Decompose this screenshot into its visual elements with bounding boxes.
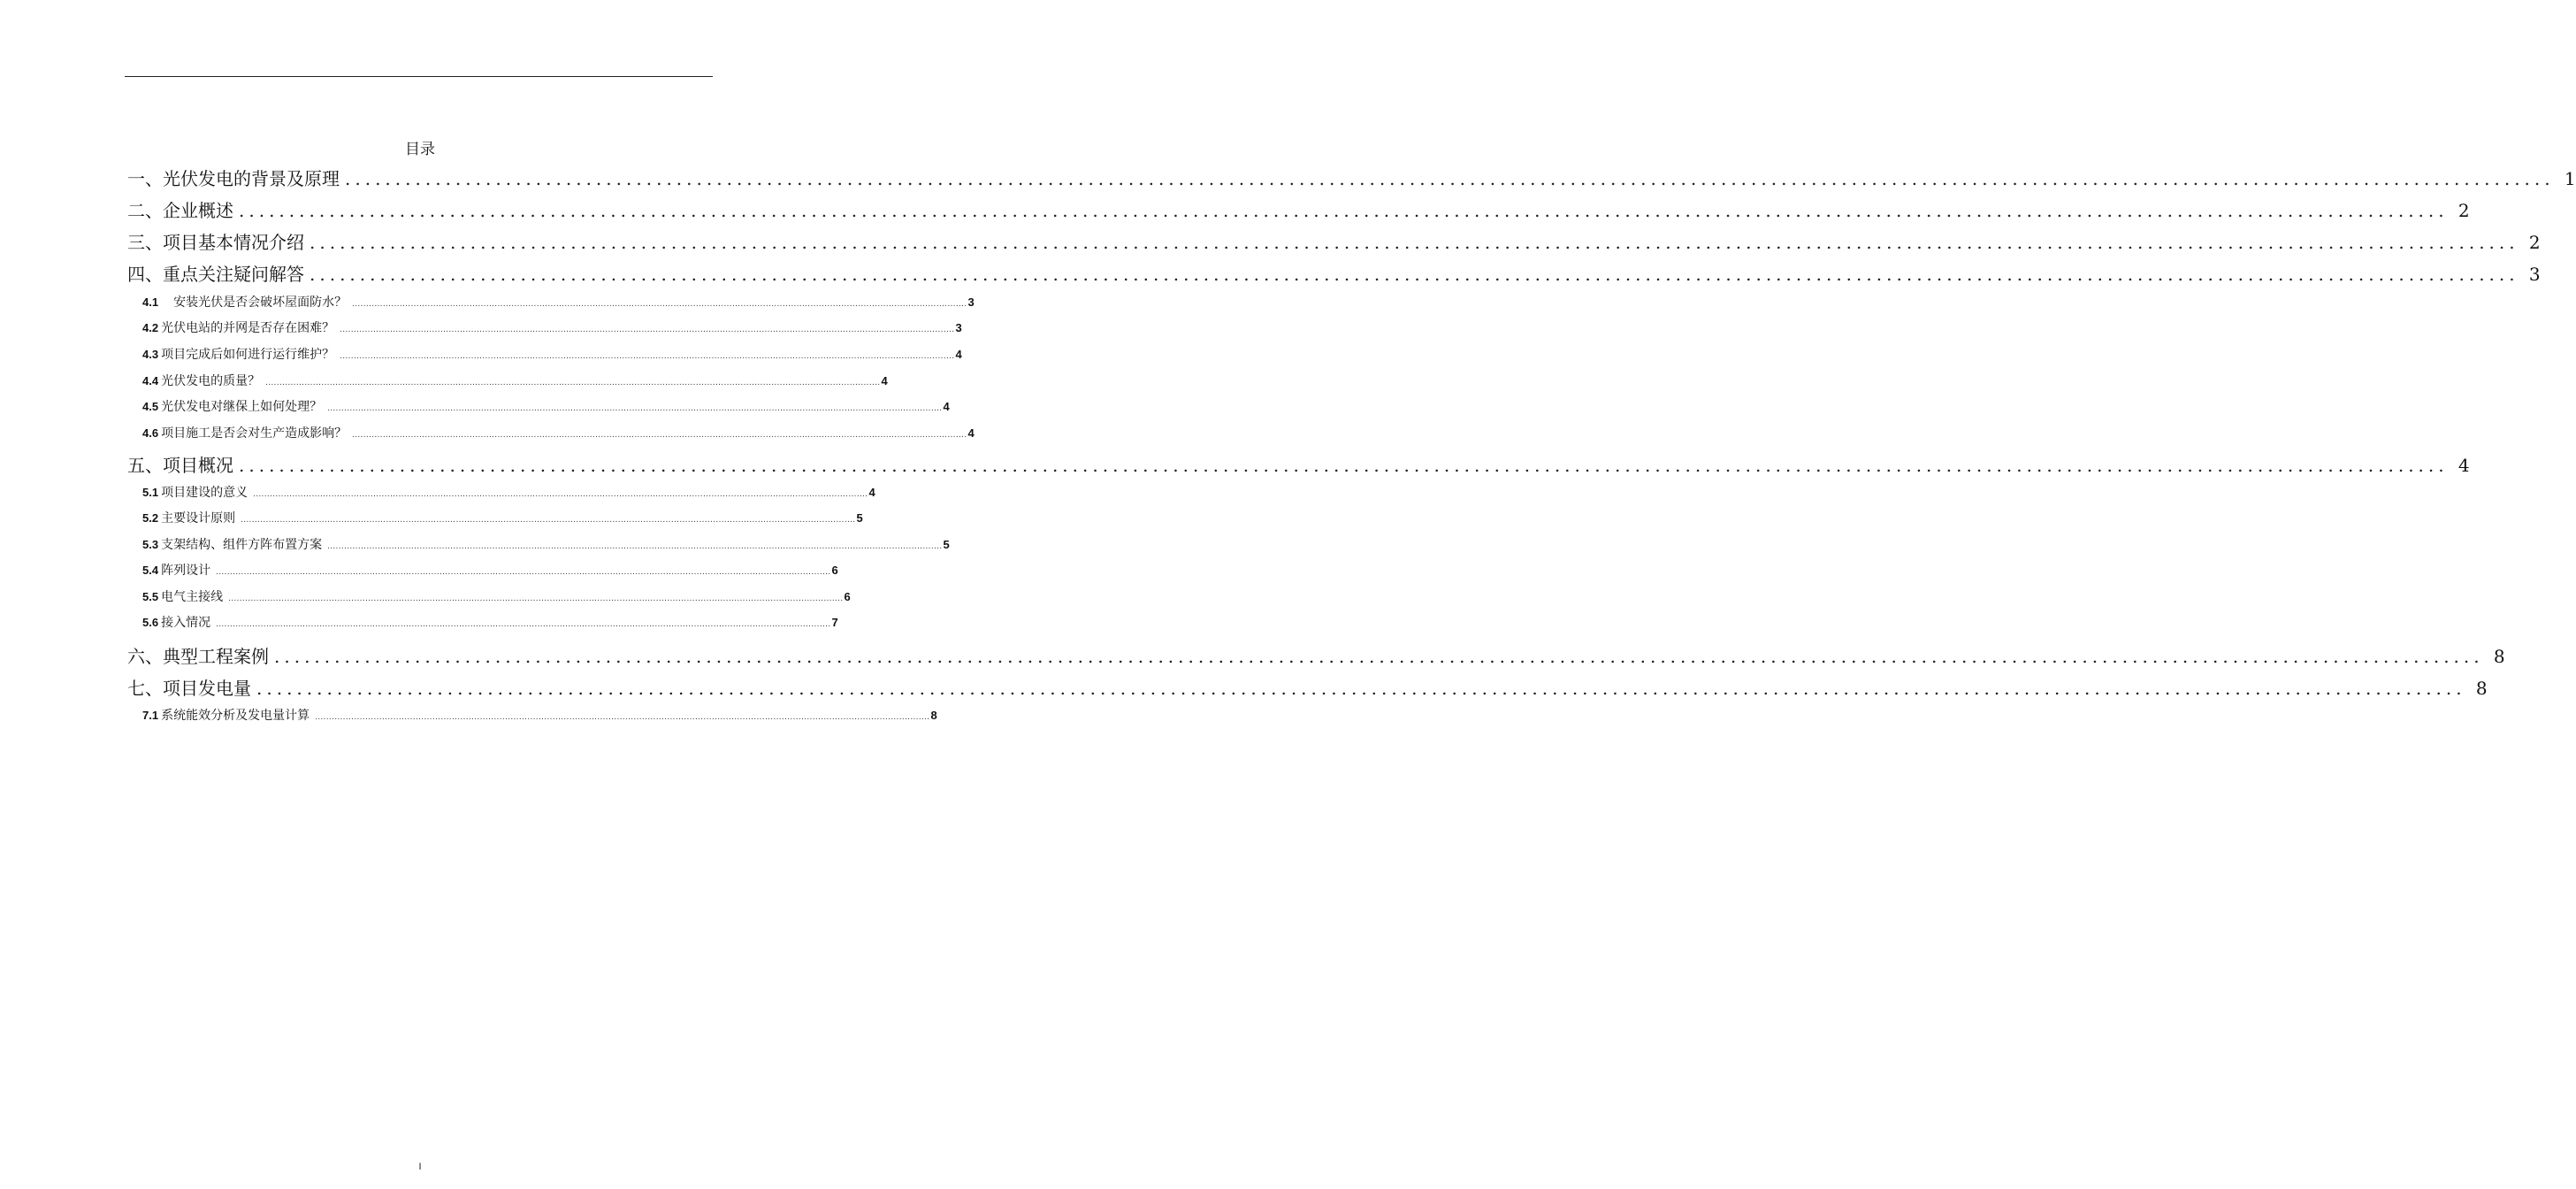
toc-entry-label: 二、企业概述 bbox=[127, 200, 233, 221]
toc-entry-chapter[interactable] bbox=[127, 260, 2541, 287]
toc-entry-section[interactable] bbox=[142, 509, 863, 528]
toc-entry-section[interactable] bbox=[142, 397, 950, 417]
toc-entry-title bbox=[142, 293, 347, 311]
toc-entry-label: 项目施工是否会对生产造成影响？ bbox=[161, 426, 348, 441]
toc-entry-section[interactable] bbox=[142, 613, 838, 633]
toc-entry-chapter[interactable] bbox=[127, 165, 2576, 191]
toc-entry-label: 六、典型工程案例 bbox=[127, 646, 269, 667]
toc-entry-title bbox=[127, 642, 269, 668]
dot-leader: ............................................................................................................................................................................................................................ bbox=[340, 326, 955, 334]
toc-entry-title bbox=[142, 509, 235, 526]
toc-page-number: 4 bbox=[2458, 455, 2470, 476]
toc-page-number: 4 bbox=[881, 374, 888, 387]
toc-entry-title bbox=[142, 483, 248, 501]
dot-leader: ............................................................................................................................................................................................................................ bbox=[310, 232, 2519, 253]
toc-page-number: 3 bbox=[955, 321, 962, 334]
toc-entry-title bbox=[142, 706, 310, 724]
toc-page-number: 3 bbox=[2528, 264, 2541, 285]
toc-entry-label: 电气主接线 bbox=[161, 590, 224, 604]
toc-entry-label: 安装光伏是否会破坏屋面防水？ bbox=[173, 295, 348, 310]
dot-leader: ............................................................................................................................................................................................................................ bbox=[239, 200, 2449, 221]
toc-section-number: 4.5 bbox=[142, 400, 159, 413]
dot-leader: ............................................................................................................................................................................................................................ bbox=[327, 404, 943, 413]
toc-entry-section[interactable] bbox=[142, 424, 975, 443]
toc-section-number: 5.4 bbox=[142, 564, 159, 577]
toc-entry-chapter[interactable] bbox=[127, 674, 2488, 701]
toc-entry-title bbox=[142, 318, 334, 336]
toc-entry-title bbox=[142, 345, 334, 363]
toc-page-number: 8 bbox=[2475, 678, 2488, 699]
dot-leader: ............................................................................................................................................................................................................................ bbox=[253, 490, 868, 499]
toc-entry-title bbox=[142, 613, 210, 631]
toc-entry-title bbox=[127, 674, 251, 700]
toc-entry-label: 主要设计原则 bbox=[161, 511, 236, 525]
toc-section-number: 7.1 bbox=[142, 709, 159, 722]
toc-entry-title bbox=[127, 228, 304, 254]
toc-section-number: 4.1 bbox=[142, 295, 159, 309]
toc-entry-label: 阵列设计 bbox=[161, 564, 211, 578]
toc-entry-section[interactable] bbox=[142, 372, 888, 391]
toc-page-number: 4 bbox=[868, 486, 875, 499]
toc-entry-section[interactable] bbox=[142, 293, 975, 312]
toc-entry-section[interactable] bbox=[142, 318, 962, 338]
dot-leader: ............................................................................................................................................................................................................................ bbox=[352, 431, 967, 440]
toc-entry-section[interactable] bbox=[142, 483, 875, 502]
toc-section-number: 5.6 bbox=[142, 616, 159, 629]
toc-section-number: 4.2 bbox=[142, 321, 159, 334]
toc-entry-section[interactable] bbox=[142, 535, 950, 555]
toc-page-number: 2 bbox=[2528, 232, 2541, 253]
toc-entry-label: 一、光伏发电的背景及原理 bbox=[127, 168, 340, 189]
toc-entry-label: 系统能效分析及发电量计算 bbox=[161, 709, 310, 723]
dot-leader: ............................................................................................................................................................................................................................ bbox=[216, 620, 831, 629]
toc-entry-chapter[interactable] bbox=[127, 228, 2541, 255]
toc-page-number: 1 bbox=[2564, 168, 2576, 189]
dot-leader: ............................................................................................................................................................................................................................ bbox=[228, 594, 844, 603]
toc-page-number: 5 bbox=[943, 538, 950, 551]
toc-page-number: 4 bbox=[955, 348, 962, 361]
toc-entry-title bbox=[127, 165, 340, 190]
dot-leader: ............................................................................................................................................................................................................................ bbox=[256, 678, 2466, 699]
toc-section-number: 5.1 bbox=[142, 486, 159, 499]
toc-page-number: 4 bbox=[943, 400, 950, 413]
toc-entry-title bbox=[142, 535, 322, 553]
toc-page-number: 6 bbox=[831, 564, 838, 577]
toc-entry-section[interactable] bbox=[142, 587, 851, 607]
toc-section-number: 5.3 bbox=[142, 538, 159, 551]
dot-leader: ............................................................................................................................................................................................................................ bbox=[352, 300, 967, 309]
toc-section-number: 5.5 bbox=[142, 590, 159, 603]
page-number-footer: I bbox=[418, 1162, 422, 1172]
toc-entry-title bbox=[127, 196, 233, 222]
toc-entry-chapter[interactable] bbox=[127, 451, 2470, 478]
toc-section-number: 4.6 bbox=[142, 426, 159, 440]
dot-leader: ............................................................................................................................................................................................................................ bbox=[345, 168, 2555, 189]
toc-page-number: 7 bbox=[831, 616, 838, 629]
toc-page-number: 6 bbox=[844, 590, 851, 603]
toc-entry-title bbox=[127, 451, 233, 477]
toc-page-number: 8 bbox=[930, 709, 937, 722]
toc-entry-label: 光伏发电对继保上如何处理？ bbox=[161, 400, 323, 414]
toc-page-number: 8 bbox=[2493, 646, 2505, 667]
dot-leader: ............................................................................................................................................................................................................................ bbox=[310, 264, 2519, 285]
toc-page-number: 4 bbox=[967, 426, 975, 440]
toc-entry-section[interactable] bbox=[142, 345, 962, 364]
toc-entry-chapter[interactable] bbox=[127, 642, 2505, 669]
dot-leader: ............................................................................................................................................................................................................................ bbox=[327, 542, 943, 551]
toc-section-number: 5.2 bbox=[142, 511, 159, 525]
toc-entry-title bbox=[142, 587, 223, 605]
toc-entry-label: 项目建设的意义 bbox=[161, 486, 248, 500]
toc-entry-title bbox=[142, 424, 347, 441]
toc-entry-title bbox=[142, 561, 210, 579]
header-rule bbox=[125, 76, 713, 77]
toc-entry-label: 三、项目基本情况介绍 bbox=[127, 232, 304, 253]
toc-entry-title bbox=[127, 260, 304, 286]
toc-entry-label: 光伏电站的并网是否存在困难？ bbox=[161, 321, 335, 335]
dot-leader: ............................................................................................................................................................................................................................ bbox=[239, 455, 2449, 476]
dot-leader: ............................................................................................................................................................................................................................ bbox=[265, 379, 881, 387]
toc-entry-label: 光伏发电的质量？ bbox=[161, 374, 261, 388]
dot-leader: ............................................................................................................................................................................................................................ bbox=[216, 568, 831, 577]
toc-entry-label: 接入情况 bbox=[161, 616, 211, 630]
dot-leader: ............................................................................................................................................................................................................................ bbox=[340, 352, 955, 361]
toc-entry-title bbox=[142, 372, 260, 389]
toc-title: 目录 bbox=[405, 141, 435, 158]
dot-leader: ............................................................................................................................................................................................................................ bbox=[241, 516, 856, 525]
toc-entry-section[interactable] bbox=[142, 706, 937, 725]
toc-entry-section[interactable] bbox=[142, 561, 838, 580]
toc-section-number: 4.4 bbox=[142, 374, 159, 387]
toc-entry-label: 七、项目发电量 bbox=[127, 678, 251, 699]
toc-section-number: 4.3 bbox=[142, 348, 159, 361]
dot-leader: ............................................................................................................................................................................................................................ bbox=[315, 713, 930, 722]
dot-leader: ............................................................................................................................................................................................................................ bbox=[274, 646, 2484, 667]
toc-page-number: 2 bbox=[2458, 200, 2470, 221]
toc-page-number: 5 bbox=[856, 511, 863, 525]
toc-page-number: 3 bbox=[967, 295, 975, 309]
toc-entry-label: 四、重点关注疑问解答 bbox=[127, 264, 304, 285]
toc-entry-label: 项目完成后如何进行运行维护？ bbox=[161, 348, 335, 362]
toc-entry-label: 五、项目概况 bbox=[127, 455, 233, 476]
toc-entry-label: 支架结构、组件方阵布置方案 bbox=[161, 538, 323, 552]
toc-entry-chapter[interactable] bbox=[127, 196, 2470, 223]
toc-entry-title bbox=[142, 397, 322, 415]
